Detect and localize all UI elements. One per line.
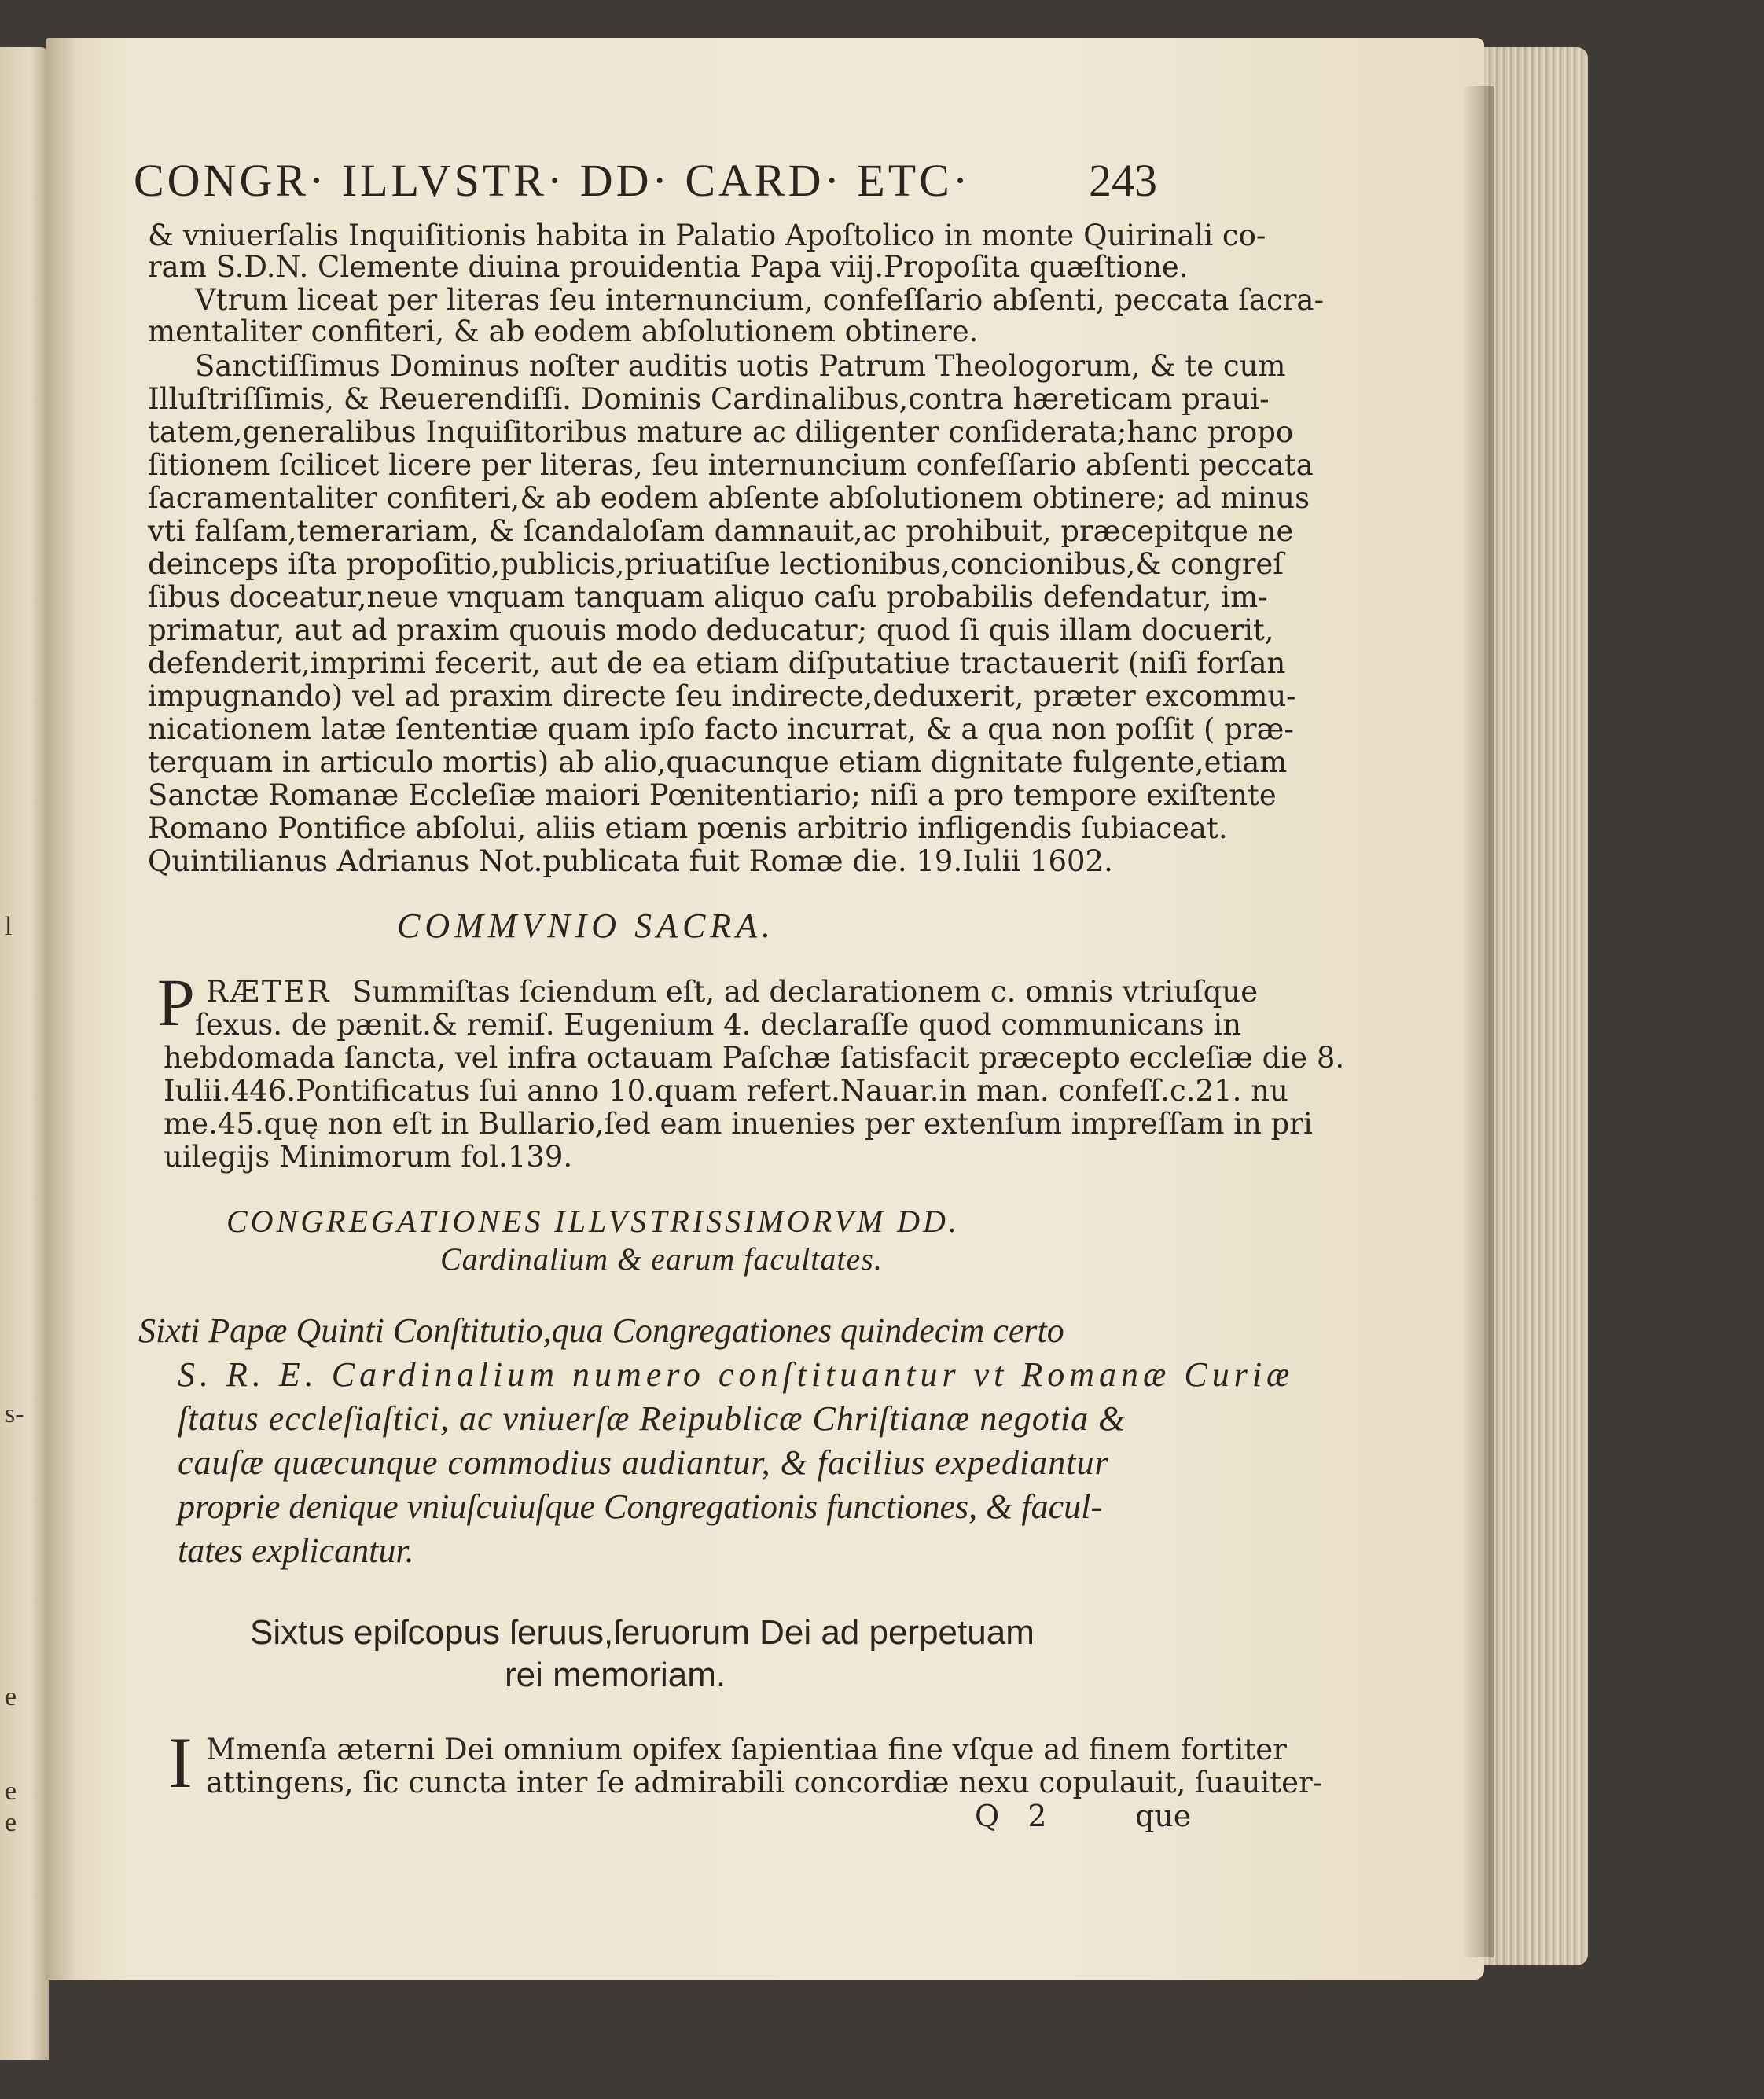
bull-title-line-1: Sixtus epiſcopus ſeruus,ſeruorum Dei ad perpetuam: [250, 1613, 1035, 1652]
book-page-edges: [1478, 47, 1588, 1965]
facing-page-fragment: e: [5, 1808, 17, 1837]
text-line: ſibus doceatur,neue vnquam tanquam aliquo caſu probabilis defendatur, im-: [148, 580, 1268, 614]
text-line: tatem,generalibus Inquiſitoribus mature ac diligenter conſiderata;hanc propo: [148, 415, 1294, 449]
facing-page-fragment: l: [5, 912, 13, 941]
text-line: Summiſtas ſciendum eſt, ad declarationem c. omnis vtriuſque: [352, 975, 1259, 1009]
text-line: Vtrum liceat per literas ſeu internuncium, confeſſario abſenti, peccata ſacra-: [195, 283, 1324, 317]
page-edge-shade: [1462, 86, 1494, 1957]
text-line: ſitionem ſcilicet licere per literas, ſeu internuncium confeſſario abſenti peccata: [148, 448, 1314, 482]
facing-page-edge: [0, 47, 49, 2060]
summary-line: cauſæ quæcunque commodius audiantur, & facilius expediantur: [178, 1443, 1109, 1482]
text-line: Romano Pontifice abſolui, aliis etiam pœnis arbitrio infligendis ſubiaceat.: [148, 811, 1228, 845]
facing-page-fragment: s-: [5, 1399, 24, 1428]
section-heading-congregationes: CONGREGATIONES ILLVSTRISSIMORVM DD.: [226, 1204, 960, 1239]
summary-line: S. R. E. Cardinalium numero conſtituantur vt Romanæ Curiæ: [178, 1355, 1295, 1394]
text-line: me.45.quę non eſt in Bullario,ſed eam inuenies per extenſum impreſſam in pri: [164, 1107, 1313, 1141]
text-line: impugnando) vel ad praxim directe ſeu indirecte,deduxerit, præter excommu-: [148, 679, 1296, 713]
text-line: Sanctiſſimus Dominus noſter auditis uotis Patrum Theologorum, & te cum: [195, 349, 1286, 383]
signature-mark: Q 2: [975, 1799, 1047, 1833]
text-line: terquam in articulo mortis) ab alio,quacunque etiam dignitate fulgente,etiam: [148, 745, 1288, 779]
first-word: RÆTER: [206, 975, 332, 1009]
section-heading-communio: COMMVNIO SACRA.: [397, 906, 776, 945]
text-line: Mmenſa æterni Dei omnium opifex ſapientiaa fine vſque ad finem fortiter: [206, 1733, 1287, 1766]
text-line: Iulii.446.Pontificatus ſui anno 10.quam refert.Nauar.in man. confeſſ.c.21. nu: [164, 1074, 1288, 1108]
text-line: primatur, aut ad praxim quouis modo deducatur; quod ſi quis illam docuerit,: [148, 613, 1274, 647]
running-title: CONGR· ILLVSTR· DD· CARD· ETC·: [134, 155, 972, 206]
facing-page-fragment: e: [5, 1682, 17, 1711]
text-line: defenderit,imprimi fecerit, aut de ea etiam diſputatiue tractauerit (niſi forſan: [148, 646, 1286, 680]
facing-page-fragment: e: [5, 1777, 17, 1806]
text-line: Sanctæ Romanæ Eccleſiæ maiori Pœnitentiario; niſi a pro tempore exiſtente: [148, 778, 1277, 812]
text-line: mentaliter confiteri, & ab eodem abſolutionem obtinere.: [148, 314, 979, 348]
text-line: & vniuerſalis Inquiſitionis habita in Palatio Apoſtolico in monte Quirinali co-: [148, 219, 1266, 252]
text-line: Illuſtriſſimis, & Reuerendiſſi. Dominis Cardinalibus,contra hæreticam praui-: [148, 382, 1270, 416]
bull-title-line-2: rei memoriam.: [505, 1656, 726, 1694]
summary-line: tates explicantur.: [178, 1531, 414, 1570]
text-line: nicationem latæ ſententiæ quam ipſo facto incurrat, & a qua non poſſit ( præ-: [148, 712, 1294, 746]
summary-line: Sixti Papæ Quinti Conſtitutio,qua Congregationes quindecim certo: [138, 1311, 1064, 1350]
gutter-shadow: [46, 38, 77, 1980]
catchword: que: [1135, 1799, 1192, 1833]
text-line: deinceps iſta propoſitio,publicis,priuatiſue lectionibus,concionibus,& congreſ: [148, 547, 1284, 581]
text-line: Quintilianus Adrianus Not.publicata fuit Romæ die. 19.Iulii 1602.: [148, 844, 1113, 878]
drop-cap-i: I: [168, 1722, 193, 1803]
text-line: ſacramentaliter confiteri,& ab eodem abſente abſolutionem obtinere; ad minus: [148, 481, 1310, 515]
text-line: ram S.D.N. Clemente diuina prouidentia Papa viij.Propoſita quæſtione.: [148, 250, 1189, 284]
drop-cap-p: P: [157, 965, 195, 1040]
text-line: ſexus. de pænit.& remiſ. Eugenium 4. declaraſſe quod communicans in: [195, 1008, 1242, 1042]
summary-line: proprie denique vniuſcuiuſque Congregationis functiones, & facul-: [178, 1487, 1103, 1526]
summary-line: ſtatus eccleſiaſtici, ac vniuerſæ Reipublicæ Chriſtianæ negotia &: [178, 1399, 1126, 1438]
page-number: 243: [1089, 155, 1157, 206]
text-line: attingens, ſic cuncta inter ſe admirabili concordiæ nexu copulauit, ſuauiter-: [206, 1766, 1323, 1799]
text-line: hebdomada ſancta, vel infra octauam Paſchæ ſatisfacit præcepto eccleſiæ die 8.: [164, 1041, 1345, 1075]
text-line: uilegijs Minimorum fol.139.: [164, 1140, 573, 1174]
text-line: vti falſam,temerariam, & ſcandaloſam damnauit,ac prohibuit, præcepitque ne: [148, 514, 1294, 548]
section-subheading-congregationes: Cardinalium & earum facultates.: [440, 1241, 883, 1277]
